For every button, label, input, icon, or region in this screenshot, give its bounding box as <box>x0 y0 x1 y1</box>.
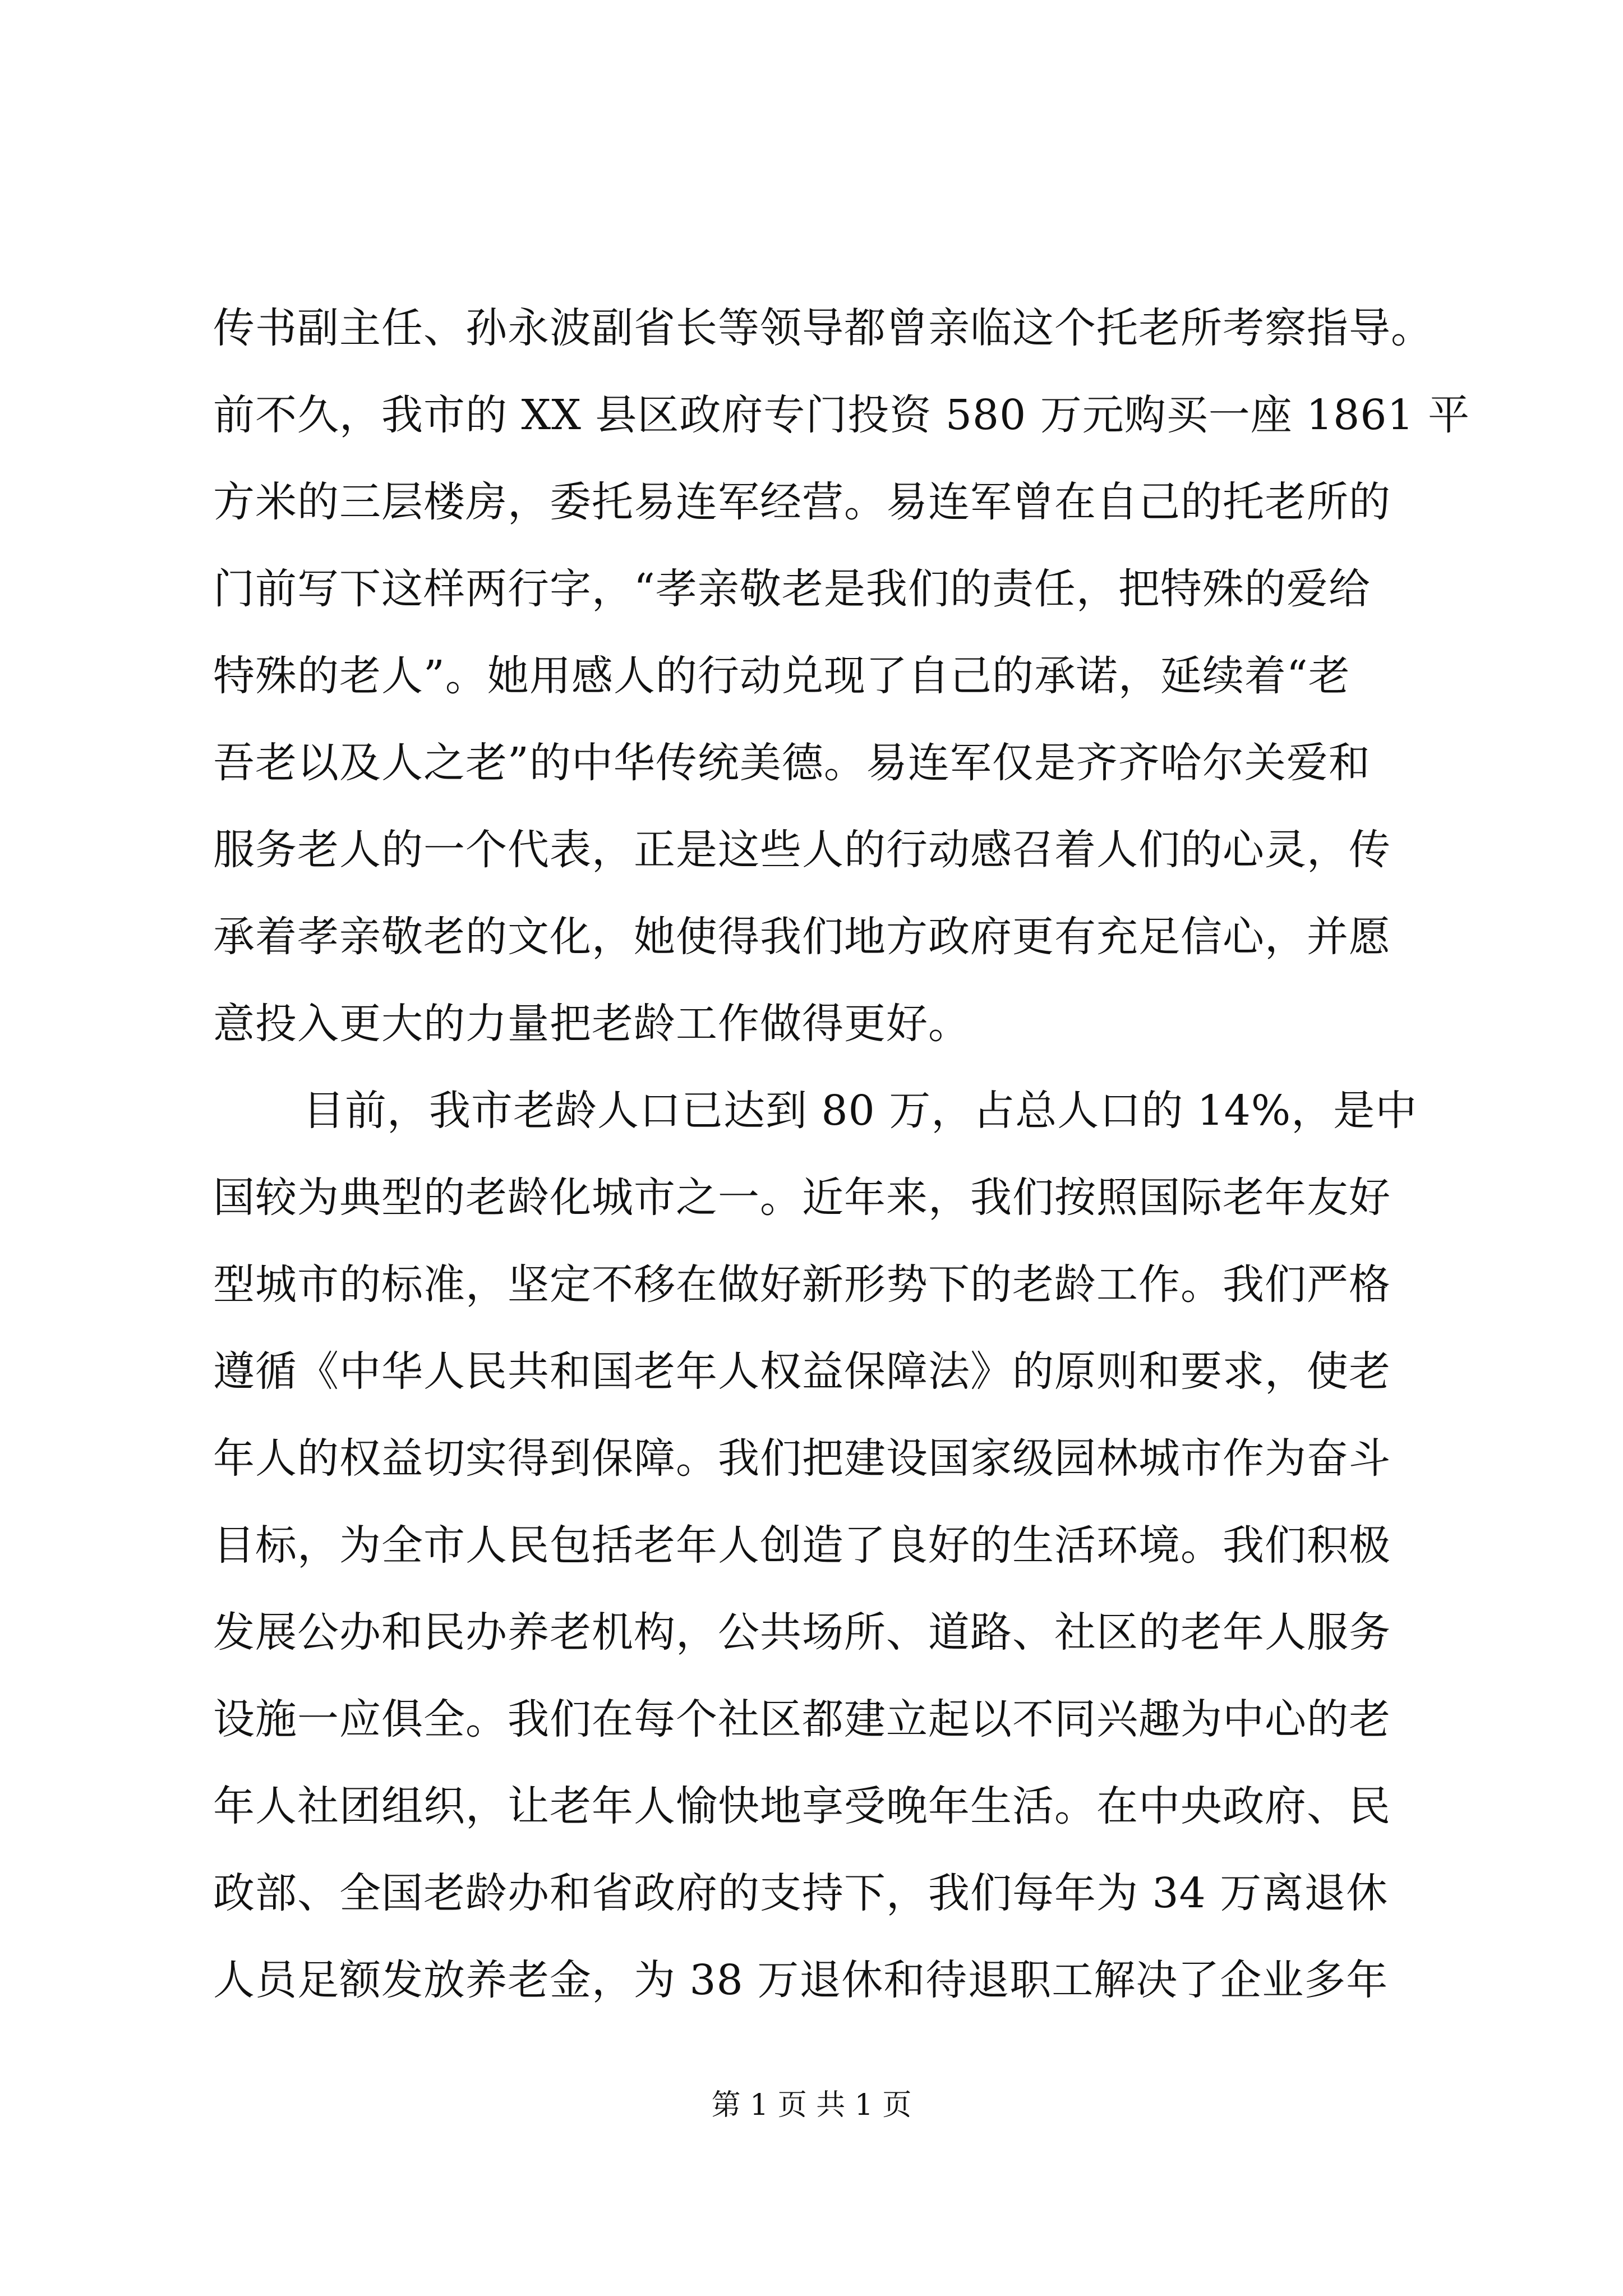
text-line: 门前写下这样两行字，“孝亲敬老是我们的责任，把特殊的爱给 <box>213 565 1371 613</box>
text-line: 年人社团组织，让老年人愉快地享受晚年生活。在中央政府、民 <box>213 1782 1391 1830</box>
text-line: 传书副主任、孙永波副省长等领导都曾亲临这个托老所考察指导。 <box>213 304 1433 352</box>
text-line: 方米的三层楼房，委托易连军经营。易连军曾在自己的托老所的 <box>213 478 1391 526</box>
page-footer: 第 1 页 共 1 页 <box>711 2088 912 2122</box>
paragraph-first-line: 目前，我市老龄人口已达到 80 万，占总人口的 14%，是中 <box>303 1087 1418 1135</box>
text-line: 政部、全国老龄办和省政府的支持下，我们每年为 34 万离退休 <box>213 1869 1389 1917</box>
text-line: 发展公办和民办养老机构，公共场所、道路、社区的老年人服务 <box>213 1608 1391 1657</box>
text-line: 人员足额发放养老金，为 38 万退休和待退职工解决了企业多年 <box>213 1956 1389 2004</box>
text-line: 特殊的老人”。她用感人的行动兑现了自己的承诺，延续着“老 <box>213 652 1350 700</box>
text-line: 年人的权益切实得到保障。我们把建设国家级园林城市作为奋斗 <box>213 1434 1391 1483</box>
text-line: 吾老以及人之老”的中华传统美德。易连军仅是齐齐哈尔关爱和 <box>213 739 1371 787</box>
text-line: 服务老人的一个代表，正是这些人的行动感召着人们的心灵，传 <box>213 826 1391 874</box>
text-line: 承着孝亲敬老的文化，她使得我们地方政府更有充足信心，并愿 <box>213 913 1391 961</box>
text-line: 前不久，我市的 XX 县区政府专门投资 580 万元购买一座 1861 平 <box>213 391 1470 439</box>
text-line: 意投入更大的力量把老龄工作做得更好。 <box>213 1000 970 1048</box>
text-line: 目标，为全市人民包括老年人创造了良好的生活环境。我们积极 <box>213 1521 1391 1570</box>
text-line: 国较为典型的老龄化城市之一。近年来，我们按照国际老年友好 <box>213 1174 1391 1222</box>
text-line: 遵循《中华人民共和国老年人权益保障法》的原则和要求，使老 <box>213 1347 1391 1396</box>
text-line: 设施一应俱全。我们在每个社区都建立起以不同兴趣为中心的老 <box>213 1695 1391 1743</box>
text-line: 型城市的标准，坚定不移在做好新形势下的老龄工作。我们严格 <box>213 1260 1391 1309</box>
